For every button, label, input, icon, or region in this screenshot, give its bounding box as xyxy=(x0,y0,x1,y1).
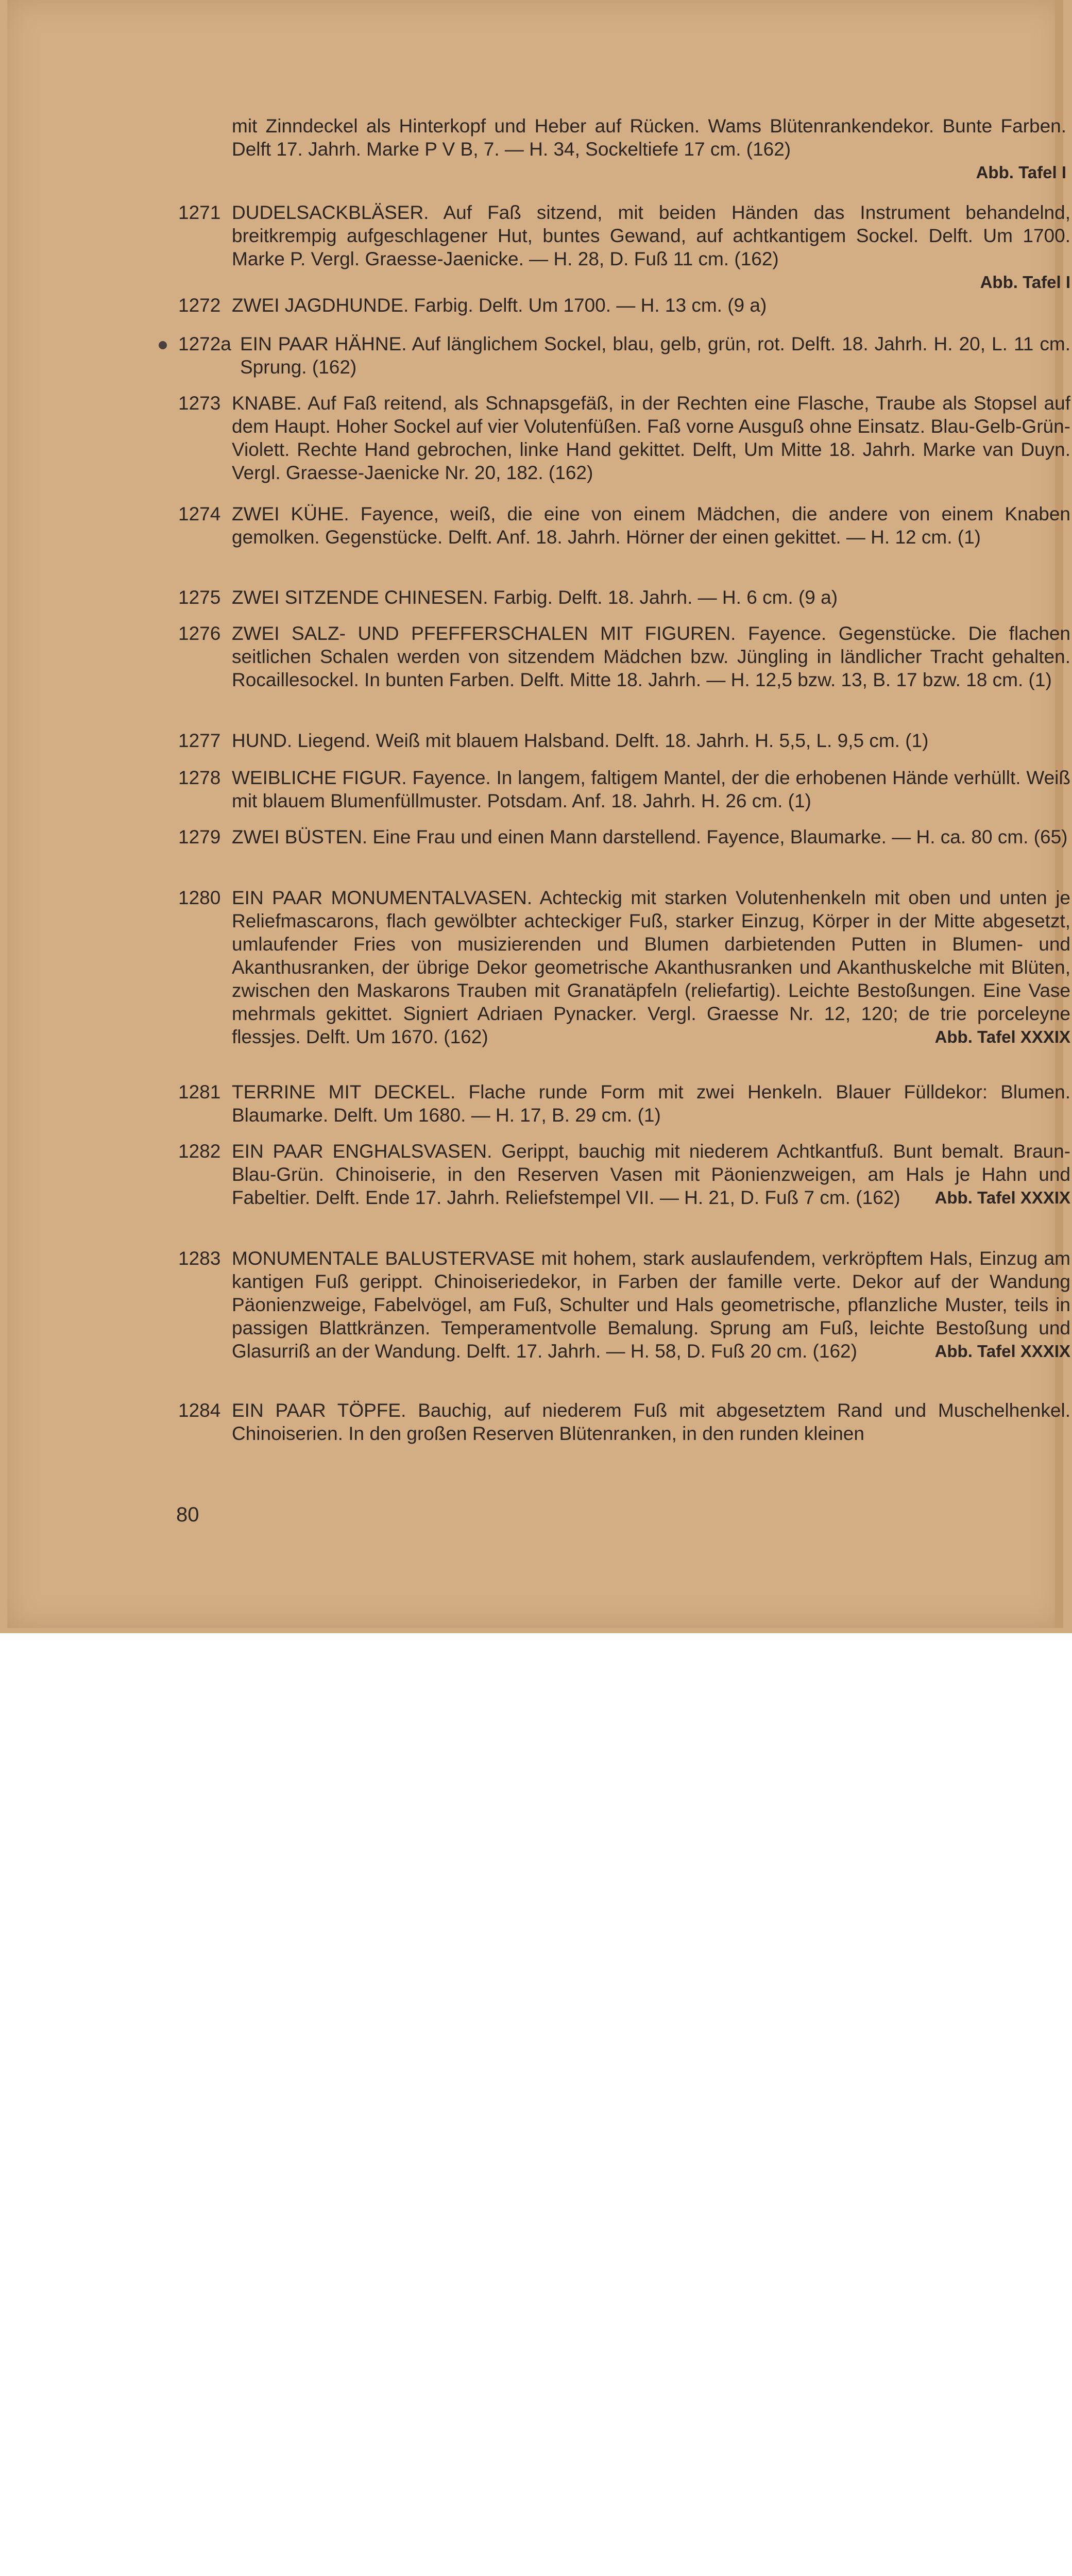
entry-number: 1280 xyxy=(178,887,221,908)
entry-number: 1275 xyxy=(178,587,221,608)
continuation-text: mit Zinndeckel als Hinterkopf und Heber auf Rücken. Wams Blütenrankendekor. Bunte Farben. Delft 17. Jahrh. Marke P V B, 7. — H. 34, Sockeltiefe 17 cm. (162) xyxy=(232,115,1066,160)
continuation-paragraph xyxy=(232,114,1066,184)
page-number: 80 xyxy=(176,1503,199,1526)
entry-number: 1276 xyxy=(178,623,221,644)
entry-text: ZWEI SITZENDE CHINESEN. Farbig. Delft. 18. Jahrh. — H. 6 cm. (9 a) xyxy=(232,587,838,608)
entry-number: 1272 xyxy=(178,295,221,316)
entry-text: EIN PAAR HÄHNE. Auf länglichem Sockel, blau, gelb, grün, rot. Delft. 18. Jahrh. H. 20, L. 11 cm. Sprung. (162) xyxy=(240,333,1070,378)
entry-text: TERRINE MIT DECKEL. Flache runde Form mit zwei Henkeln. Blauer Fülldekor: Blumen. Blaumarke. Delft. Um 1680. — H. 17, B. 29 cm. (1) xyxy=(232,1081,1070,1126)
entry-number: 1274 xyxy=(178,503,221,524)
catalog-entry-1277 xyxy=(178,729,1070,752)
catalog-entry-1276 xyxy=(178,622,1070,691)
catalog-entry-1280 xyxy=(178,886,1070,1048)
entry-body-text: EIN PAAR ENGHALSVASEN. Gerippt, bauchig mit niederem Achtkantfuß. Bunt bemalt. Braun-Blau-Grün. Chinoiserie, in den Reserven Vasen mit Päonienzweigen, am Hals je Hahn und Fabeltier. Delft. Ende 17. Jahrh. Reliefstempel VII. — H. 21, D. Fuß 7 cm. (162) xyxy=(232,1141,1070,1208)
catalog-entry-1278 xyxy=(178,766,1070,812)
entry-text xyxy=(232,1247,1070,1363)
catalog-entry-1281 xyxy=(178,1080,1070,1127)
entry-text: ZWEI JAGDHUNDE. Farbig. Delft. Um 1700. — H. 13 cm. (9 a) xyxy=(232,295,767,316)
entry-number: 1279 xyxy=(178,826,221,848)
entry-text xyxy=(232,1140,1070,1209)
catalog-entry-1271 xyxy=(178,201,1070,294)
catalog-entry-1272 xyxy=(178,294,1070,317)
entry-abb: Abb. Tafel XXXIX xyxy=(934,1342,1070,1361)
entry-body-text: MONUMENTALE BALUSTERVASE mit hohem, stark auslaufendem, verkröpftem Hals, Einzug am kantigen Fuß gerippt. Chinoiseriedekor, in Farben der famille verte. Dekor auf der Wandung Päonienzweige, Fabelvögel, am Fuß, Schulter und Hals geometrische, pflanzliche Muster, teils in passigen Blattkränzen. Temperamentvolle Bemalung. Sprung am Fuß, leichte Bestoßung und Glasurriß an der Wandung. Delft. 17. Jahrh. — H. 58, D. Fuß 20 cm. (162) xyxy=(232,1248,1070,1362)
entry-number: 1282 xyxy=(178,1141,221,1162)
entry-body-text: EIN PAAR MONUMENTALVASEN. Achteckig mit starken Volutenhenkeln mit oben und unten je Reliefmascarons, flach gewölbter achteckiger Fuß, starker Einzug, Körper in der Mitte abgesetzt, umlaufender Fries von musizierenden und Blumen darbietenden Putten in Blumen- und Akanthusranken, der übrige Dekor geometrische Akanthusranken und Akanthuskelche mit Blüten, zwischen den Maskarons Trauben mit Granatäpfeln (reliefartig). Leichte Bestoßungen. Eine Vase mehrmals gekittet. Signiert Adriaen Pynacker. Vergl. Graesse Nr. 12, 120; de trie porceleyne flessjes. Delft. Um 1670. (162) xyxy=(232,887,1070,1047)
catalog-entry-1284 xyxy=(178,1399,1070,1445)
catalog-entry-1275 xyxy=(178,586,1070,609)
paper-sheet xyxy=(7,0,1070,1628)
entry-abb: Abb. Tafel XXXIX xyxy=(934,1027,1070,1046)
entry-number: 1277 xyxy=(178,730,221,751)
entry-text: HUND. Liegend. Weiß mit blauem Halsband. Delft. 18. Jahrh. H. 5,5, L. 9,5 cm. (1) xyxy=(232,730,929,751)
entry-number: 1278 xyxy=(178,767,221,788)
catalog-entry-1279 xyxy=(178,825,1070,849)
entry-number: 1281 xyxy=(178,1081,221,1103)
entry-number: 1283 xyxy=(178,1248,221,1269)
catalog-entry-1283 xyxy=(178,1247,1070,1363)
entry-text: ZWEI BÜSTEN. Eine Frau und einen Mann darstellend. Fayence, Blaumarke. — H. ca. 80 cm. (65) xyxy=(232,826,1068,848)
page-text xyxy=(7,0,1070,1628)
entry-text: WEIBLICHE FIGUR. Fayence. In langem, faltigem Mantel, der die erhobenen Hände verhüllt. Weiß mit blauem Blumenfüllmuster. Potsdam. Anf. 18. Jahrh. H. 26 cm. (1) xyxy=(232,767,1070,811)
entry-text: DUDELSACKBLÄSER. Auf Faß sitzend, mit beiden Händen das Instrument behandelnd, breitkrempig aufgeschlagener Hut, buntes Gewand, auf achtkantigem Sockel. Delft. Um 1700. Marke P. Vergl. Graesse-Jaenicke. — H. 28, D. Fuß 11 cm. (162) xyxy=(232,202,1070,269)
entry-text: ZWEI SALZ- UND PFEFFERSCHALEN MIT FIGUREN. Fayence. Gegenstücke. Die flachen seitlichen Schalen werden von sitzendem Mädchen bzw. Jüngling in ländlicher Tracht gehalten. Rocaillesockel. In bunten Farben. Delft. Mitte 18. Jahrh. — H. 12,5 bzw. 13, B. 17 bzw. 18 cm. (1) xyxy=(232,623,1070,690)
catalog-entry-1282 xyxy=(178,1140,1070,1209)
continuation-abb: Abb. Tafel I xyxy=(976,163,1066,182)
bullet-mark xyxy=(159,341,167,349)
entry-number: 1273 xyxy=(178,393,221,414)
entry-text: ZWEI KÜHE. Fayence, weiß, die eine von einem Mädchen, die andere von einem Knaben gemolken. Gegenstücke. Delft. Anf. 18. Jahrh. Hörner der einen gekittet. — H. 12 cm. (1) xyxy=(232,503,1070,548)
entry-text xyxy=(232,886,1070,1048)
entry-text: KNABE. Auf Faß reitend, als Schnapsgefäß, in der Rechten eine Flasche, Traube als Stopsel auf dem Haupt. Hoher Sockel auf vier Volutenfüßen. Faß vorne Ausguß ohne Einsatz. Blau-Gelb-Grün-Violett. Rechte Hand gebrochen, linke Hand gekittet. Delft, Um Mitte 18. Jahrh. Marke van Duyn. Vergl. Graesse-Jaenicke Nr. 20, 182. (162) xyxy=(232,393,1070,483)
entry-abb: Abb. Tafel I xyxy=(980,273,1070,292)
catalog-entry-1274 xyxy=(178,502,1070,549)
digitization-footer xyxy=(0,1633,1072,1708)
entry-number: 1272a xyxy=(178,333,231,354)
catalog-entry-1273 xyxy=(178,392,1070,484)
entry-abb: Abb. Tafel XXXIX xyxy=(934,1188,1070,1207)
catalog-entry-1272a xyxy=(178,332,1070,379)
entry-text: EIN PAAR TÖPFE. Bauchig, auf niederem Fuß mit abgesetztem Rand und Muschelhenkel. Chinoiserien. In den großen Reserven Blütenranken, in den runden kleinen xyxy=(232,1400,1070,1444)
entry-number: 1271 xyxy=(178,202,221,223)
entry-number: 1284 xyxy=(178,1400,221,1421)
